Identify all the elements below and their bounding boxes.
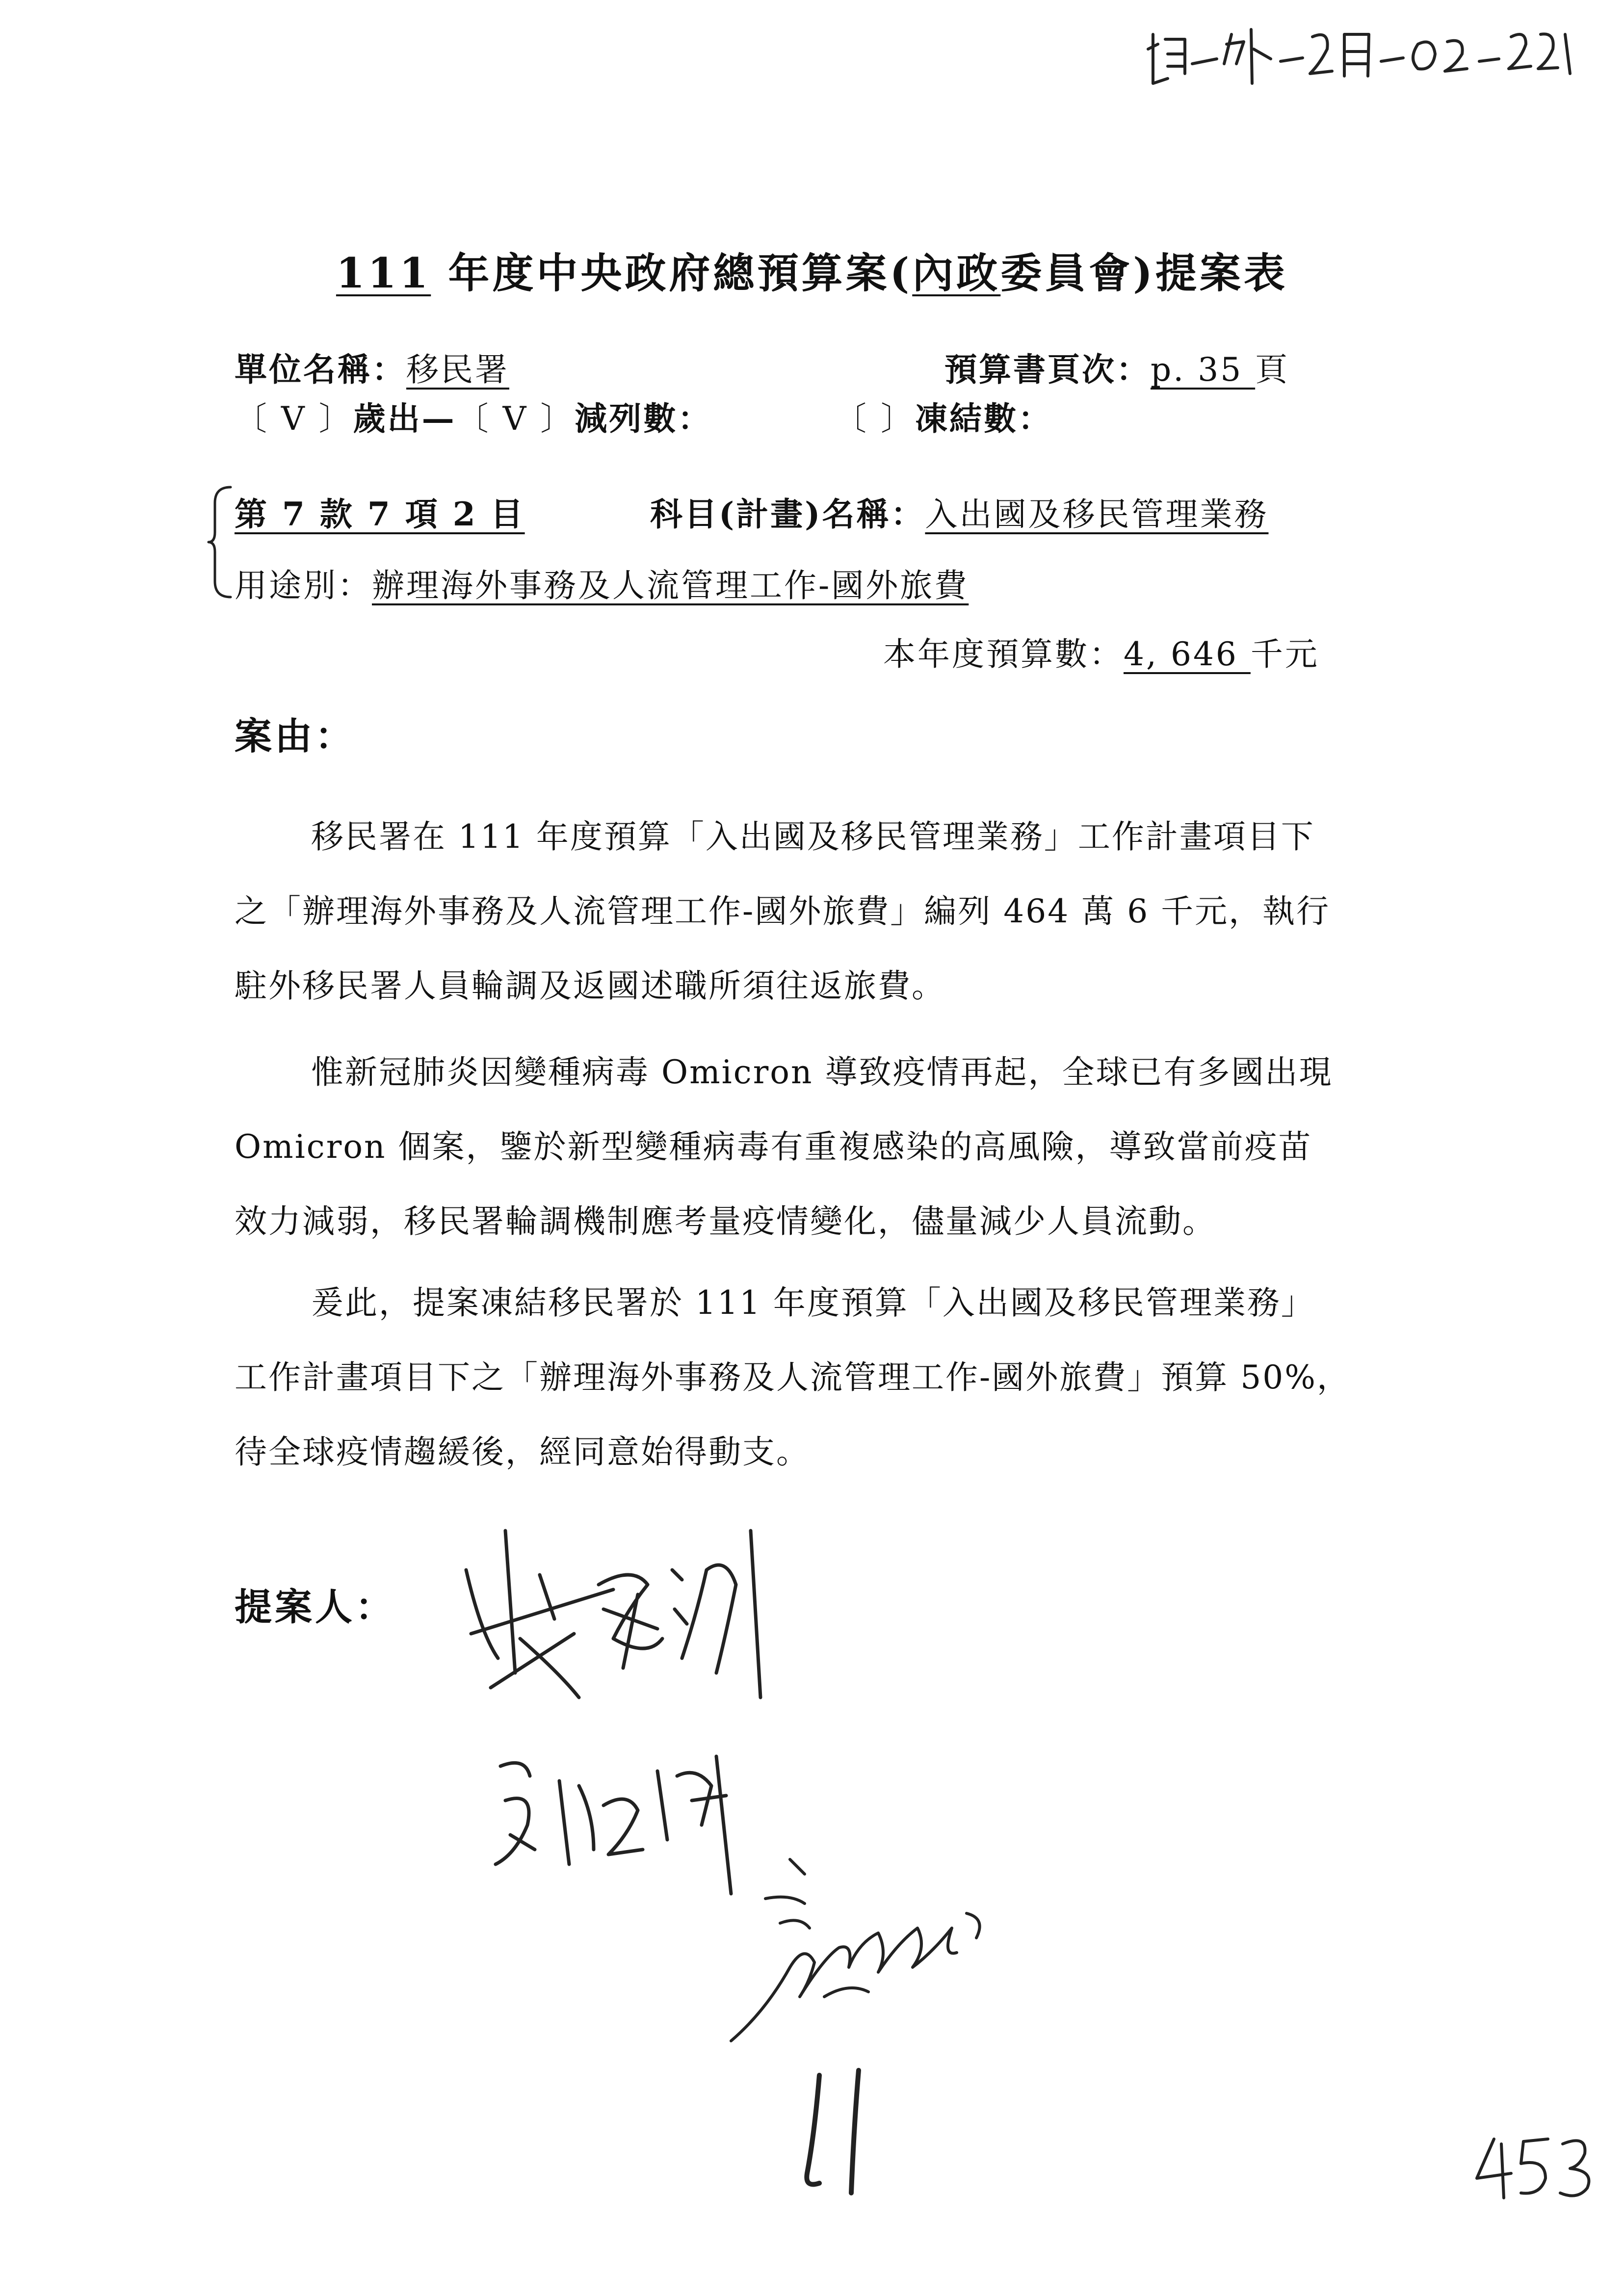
expenditure-checkbox-1: 〔 V 〕 bbox=[235, 400, 353, 438]
freeze-label: 凍結數： bbox=[915, 399, 1052, 438]
freeze-row bbox=[834, 392, 1052, 439]
paragraph-line: 待全球疫情趨緩後，經同意始得動支。 bbox=[235, 1433, 810, 1471]
budget-amount-label: 本年度預算數： bbox=[883, 635, 1124, 673]
budget-amount-unit: 千元 bbox=[1250, 635, 1319, 673]
subject-label: 科目(計畫)名稱： bbox=[650, 495, 925, 533]
purpose-value: 辦理海外事務及人流管理工作-國外旅費 bbox=[372, 567, 969, 604]
signature-3 bbox=[711, 1835, 1006, 2061]
budget-page-unit: 頁 bbox=[1255, 351, 1290, 389]
paragraph-line: 之「辦理海外事務及人流管理工作-國外旅費」編列 464 萬 6 千元，執行 bbox=[235, 892, 1331, 930]
budget-amount-row bbox=[883, 628, 1319, 675]
reason-paragraph-2 bbox=[235, 1035, 1432, 1259]
title-prefix: 年度中央政府總預算案( bbox=[431, 249, 913, 297]
purpose-row bbox=[235, 559, 969, 606]
freeze-checkbox: 〔 〕 bbox=[834, 400, 915, 438]
purpose-label: 用途別： bbox=[235, 567, 372, 604]
unit-label: 單位名稱： bbox=[235, 350, 406, 389]
title-suffix: 委員會)提案表 bbox=[1000, 249, 1288, 297]
item-code: 第 7 款 7 項 2 目 bbox=[235, 495, 525, 533]
expenditure-label-2: 減列數： bbox=[575, 399, 712, 438]
budget-page-value: p. 35 bbox=[1151, 351, 1256, 389]
paragraph-line: 惟新冠肺炎因變種病毒 Omicron 導致疫情再起，全球已有多國出現 bbox=[311, 1053, 1333, 1091]
page-number bbox=[1467, 2124, 1604, 2203]
budget-amount-value: 4, 646 bbox=[1124, 635, 1251, 673]
unit-value: 移民署 bbox=[406, 351, 509, 389]
signature-1 bbox=[451, 1511, 805, 1717]
item-brace bbox=[206, 483, 236, 601]
paragraph-line: 效力減弱，移民署輪調機制應考量疫情變化，儘量減少人員流動。 bbox=[235, 1202, 1216, 1240]
subject-value: 入出國及移民管理業務 bbox=[925, 496, 1269, 533]
item-code-row bbox=[235, 488, 525, 535]
expenditure-checkbox-2: 〔 V 〕 bbox=[456, 400, 575, 438]
paragraph-line: 移民署在 111 年度預算「入出國及移民管理業務」工作計畫項目下 bbox=[311, 818, 1315, 856]
unit-name-row bbox=[235, 343, 509, 390]
expenditure-row bbox=[235, 392, 712, 439]
handwritten-reference-code bbox=[1138, 15, 1580, 98]
paragraph-line: Omicron 個案，鑒於新型變種病毒有重複感染的高風險，導致當前疫苗 bbox=[235, 1128, 1312, 1166]
proposer-label: 提案人： bbox=[235, 1585, 395, 1629]
paragraph-line: 工作計畫項目下之「辦理海外事務及人流管理工作-國外旅費」預算 50%， bbox=[235, 1358, 1351, 1396]
page-title bbox=[0, 240, 1624, 300]
paragraph-line: 爰此，提案凍結移民署於 111 年度預算「入出國及移民管理業務」 bbox=[311, 1284, 1315, 1322]
reason-paragraph-1 bbox=[235, 800, 1432, 1023]
budget-page-row bbox=[944, 343, 1289, 390]
subject-row bbox=[650, 488, 1268, 535]
paragraph-line: 駐外移民署人員輪調及返國述職所須往返旅費。 bbox=[235, 967, 945, 1005]
expenditure-label-1: 歲出— bbox=[353, 399, 456, 438]
handwritten-mark bbox=[785, 2061, 903, 2208]
reason-heading: 案由： bbox=[235, 714, 355, 758]
title-year: 111 bbox=[336, 249, 431, 297]
budget-page-label: 預算書頁次： bbox=[944, 350, 1151, 389]
reason-paragraph-3 bbox=[235, 1266, 1432, 1489]
title-committee: 內政 bbox=[912, 249, 1001, 297]
